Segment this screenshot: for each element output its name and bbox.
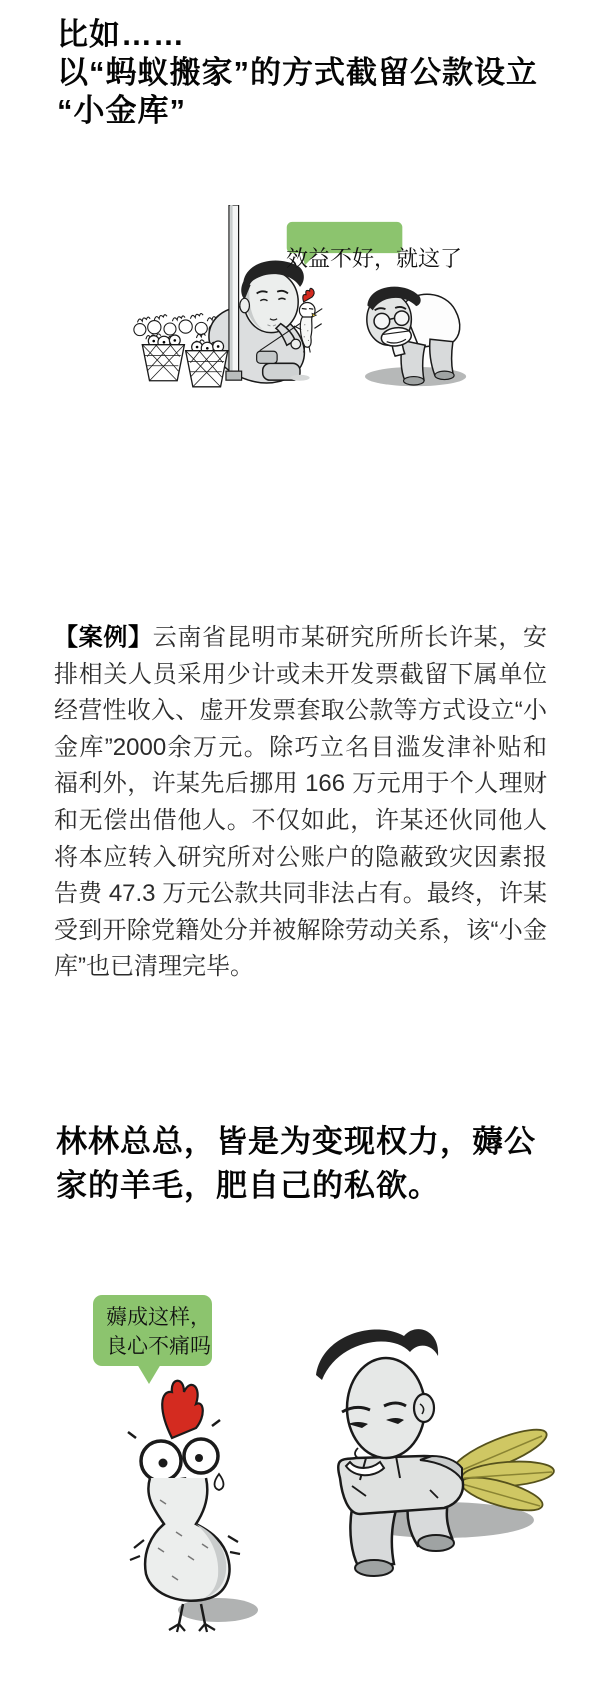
case-label: 【案例】 [54, 624, 153, 651]
case-paragraph [54, 620, 547, 986]
comic-2-illustration [0, 1285, 600, 1704]
sneaky-man-figure [316, 1329, 555, 1576]
bubble-2-line-2: 良心不痛吗 [106, 1335, 211, 1358]
speech-bubble-2-text [93, 1295, 213, 1367]
bowing-man-figure [365, 287, 466, 387]
case-body: 云南省昆明市某研究所所长许某，安排相关人员采用少计或未开发票截留下属单位经营性收入、虚开发票套取公款等方式设立“小金库”2000余万元。除巧立名目滥发津补贴和福利外，许某先后挪用 166 万元用于个人理财和无偿出借他人。不仅如此，许某还伙同他人将本应转入研究所对公账户的隐蔽致灾因素报告费 47.3 万元公款共同非法占有。最终，许某受到开除党籍处分并被解除劳动关系，该“小金库”也已清理完毕。 [54, 624, 548, 981]
page-title [57, 16, 538, 130]
plucked-chicken-figure [128, 1381, 258, 1632]
title-line-2: 以“蚂蚁搬家”的方式截留公款设立 [57, 55, 538, 90]
basket-of-chickens-icon [186, 340, 228, 387]
speech-bubble-1-text: 效益不好，就这了 [285, 246, 462, 271]
statement-text: 林林总总，皆是为变现权力，薅公家的羊毛，肥自己的私欲。 [56, 1124, 536, 1203]
title-line-3: “小金库” [57, 93, 186, 128]
basket-of-chickens-icon [142, 334, 184, 381]
title-line-1: 比如…… [57, 17, 185, 52]
dust-shadow [290, 375, 309, 381]
bubble-2-line-1: 薅成这样， [106, 1306, 211, 1329]
